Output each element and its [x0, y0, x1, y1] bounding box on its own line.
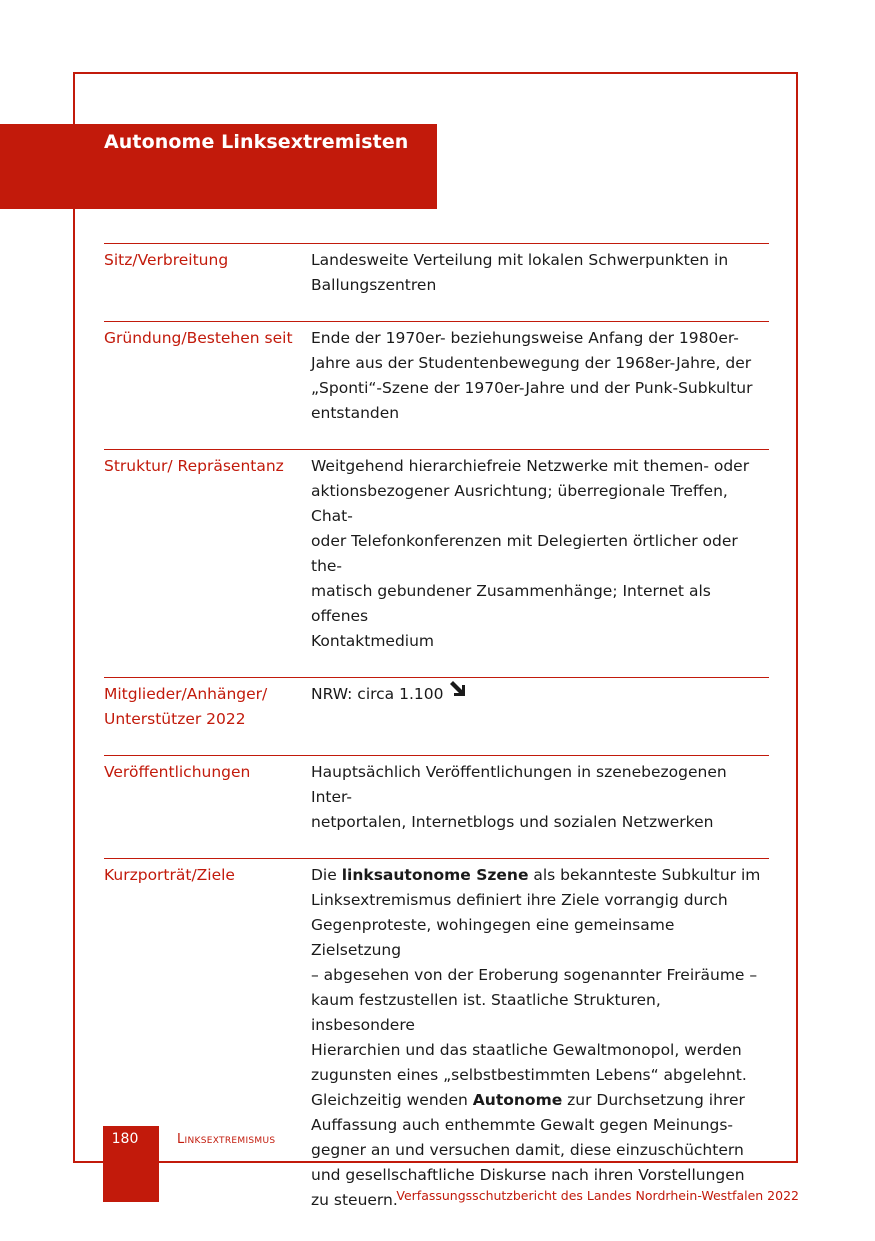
page-title: Autonome Linksextremisten [104, 131, 409, 153]
value-line: Kontaktmedium [311, 632, 435, 650]
value-line: Weitgehend hierarchiefreie Netzwerke mit themen- oder [311, 457, 750, 475]
table-row [104, 243, 769, 321]
row-value [311, 326, 769, 426]
value-line: netportalen, Internetblogs und sozialen Netzwerken [311, 813, 714, 831]
row-value [311, 682, 769, 732]
row-label: Kurzporträt/Ziele [104, 866, 235, 884]
row-value [311, 760, 769, 835]
bold-term: linksautonome Szene [341, 866, 529, 884]
row-label [104, 682, 311, 732]
row-value [311, 248, 769, 298]
footer-text: Verfassungsschutzbericht des Landes Nordrhein-Westfalen 2022 [396, 1188, 799, 1203]
title-band [0, 124, 437, 209]
value-line: zugunsten eines „selbstbestimmten Lebens“ abgelehnt. [311, 1066, 747, 1084]
value-line: Hierarchien und das staatliche Gewaltmonopol, werden [311, 1041, 742, 1059]
fact-table [104, 243, 769, 1213]
value-line: Jahre aus der Studentenbewegung der 1968er-Jahre, der [311, 354, 752, 372]
value-line [311, 863, 769, 888]
value-line: entstanden [311, 404, 400, 422]
bold-term: Autonome [472, 1091, 563, 1109]
row-label: Veröffentlichungen [104, 763, 251, 781]
section-name: Linksextremismus [177, 1132, 276, 1147]
table-row [104, 449, 769, 677]
value-line: Landesweite Verteilung mit lokalen Schwerpunkten in [311, 251, 729, 269]
value-line: Auffassung auch enthemmte Gewalt gegen Meinungs- [311, 1116, 734, 1134]
text-span: als bekannteste Subkultur im [528, 866, 761, 884]
row-value [311, 863, 769, 1213]
value-line: kaum festzustellen ist. Staatliche Strukturen, insbesondere [311, 991, 661, 1034]
value-line: Linksextremismus definiert ihre Ziele vorrangig durch [311, 891, 728, 909]
table-row [104, 858, 769, 1213]
text-span: zur Durchsetzung ihrer [562, 1091, 745, 1109]
value-line: oder Telefonkonferenzen mit Delegierten örtlicher oder the- [311, 532, 738, 575]
value-line: „Sponti“-Szene der 1970er-Jahre und der Punk-Subkultur [311, 379, 753, 397]
arrow-down-right-icon [449, 680, 467, 706]
table-row [104, 321, 769, 449]
value-line: und gesellschaftliche Diskurse nach ihren Vorstellungen [311, 1166, 745, 1184]
row-value [311, 454, 769, 654]
label-line: Unterstützer 2022 [104, 710, 246, 728]
text-span: Die [311, 866, 342, 884]
value-line: aktionsbezogener Ausrichtung; überregionale Treffen, Chat- [311, 482, 728, 525]
table-row [104, 677, 769, 755]
value-line [311, 1088, 769, 1113]
value-line: Hauptsächlich Veröffentlichungen in szenebezogenen Inter- [311, 763, 727, 806]
value-line: Gegenproteste, wohingegen eine gemeinsame Zielsetzung [311, 916, 675, 959]
value-line: zu steuern. [311, 1191, 398, 1209]
page-number-box [103, 1126, 159, 1202]
label-line: Mitglieder/Anhänger/ [104, 685, 268, 703]
value-line: gegner an und versuchen damit, diese einzuschüchtern [311, 1141, 744, 1159]
value-line: – abgesehen von der Eroberung sogenannter Freiräume – [311, 966, 758, 984]
page-number: 180 [111, 1131, 139, 1147]
row-label: Sitz/Verbreitung [104, 251, 229, 269]
value-line: matisch gebundener Zusammenhänge; Internet als offenes [311, 582, 711, 625]
row-label: Struktur/ Repräsentanz [104, 457, 284, 475]
value-line: Ende der 1970er- beziehungsweise Anfang der 1980er- [311, 329, 739, 347]
member-count: NRW: circa 1.100 [311, 685, 444, 703]
text-span: Gleichzeitig wenden [311, 1091, 473, 1109]
table-row [104, 755, 769, 858]
row-label: Gründung/Bestehen seit [104, 329, 293, 347]
value-line: Ballungszentren [311, 276, 437, 294]
